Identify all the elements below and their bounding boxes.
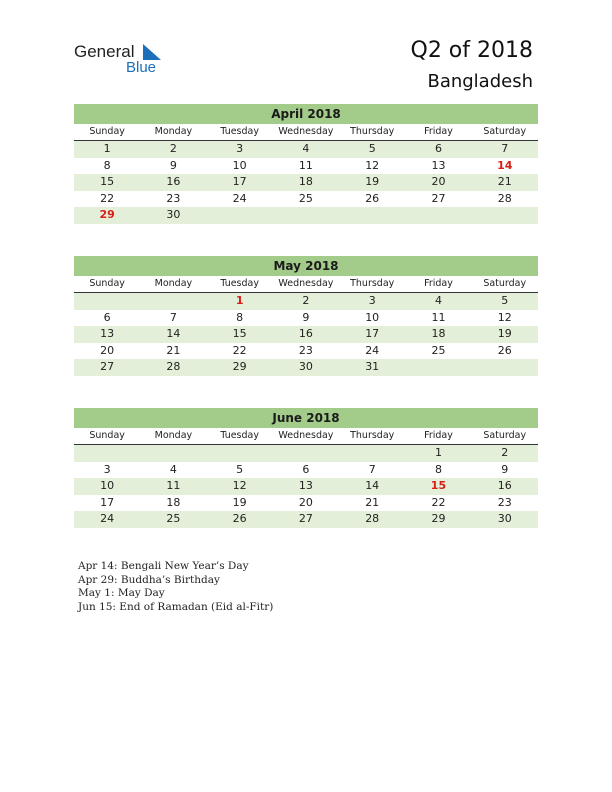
holiday-day-cell: 14 bbox=[497, 158, 513, 172]
week-row bbox=[74, 495, 538, 512]
day-cell: 3 bbox=[103, 462, 111, 476]
day-cell: 28 bbox=[166, 360, 181, 373]
day-cell: 9 bbox=[169, 158, 177, 172]
week-row bbox=[74, 462, 538, 479]
day-cell bbox=[405, 207, 471, 224]
day-cell: 3 bbox=[236, 142, 244, 155]
day-cell: 23 bbox=[497, 495, 512, 509]
week-row bbox=[74, 359, 538, 376]
weekday-label: Tuesday bbox=[220, 126, 259, 137]
day-cell bbox=[472, 359, 538, 376]
day-cell: 27 bbox=[100, 360, 115, 373]
day-cell: 24 bbox=[232, 191, 247, 205]
day-cell: 2 bbox=[302, 294, 310, 307]
day-cell bbox=[273, 207, 339, 224]
day-cell: 16 bbox=[497, 479, 512, 492]
day-cell: 4 bbox=[169, 462, 177, 476]
day-cell: 18 bbox=[431, 327, 446, 340]
day-cell: 2 bbox=[501, 446, 509, 459]
weekday-label: Sunday bbox=[89, 430, 125, 441]
day-cell: 12 bbox=[232, 479, 247, 492]
day-cell: 5 bbox=[236, 462, 244, 476]
holiday-note: Apr 29: Buddha’s Birthday bbox=[78, 573, 220, 586]
day-cell bbox=[207, 445, 273, 462]
weekday-label: Saturday bbox=[483, 126, 527, 137]
day-cell: 26 bbox=[497, 343, 512, 357]
weekday-label: Sunday bbox=[89, 126, 125, 137]
day-cell: 20 bbox=[431, 175, 446, 188]
week-row bbox=[74, 293, 538, 310]
day-cell: 21 bbox=[365, 495, 380, 509]
day-cell: 25 bbox=[166, 512, 181, 525]
weekday-label: Monday bbox=[154, 278, 193, 289]
week-row bbox=[74, 207, 538, 224]
day-cell: 7 bbox=[368, 462, 376, 476]
day-cell: 12 bbox=[497, 310, 512, 324]
day-cell: 11 bbox=[431, 310, 446, 324]
weekday-label: Thursday bbox=[350, 430, 395, 441]
week-row bbox=[74, 158, 538, 175]
day-cell: 22 bbox=[431, 495, 446, 509]
month-june bbox=[74, 408, 538, 528]
day-cell: 2 bbox=[169, 142, 177, 155]
day-cell: 23 bbox=[166, 191, 181, 205]
weekday-label: Sunday bbox=[89, 278, 125, 289]
weekday-label: Wednesday bbox=[278, 126, 334, 137]
day-cell: 17 bbox=[232, 175, 247, 188]
day-cell: 6 bbox=[302, 462, 310, 476]
week-row bbox=[74, 191, 538, 208]
day-cell: 7 bbox=[169, 310, 177, 324]
week-row bbox=[74, 478, 538, 495]
day-cell: 26 bbox=[365, 191, 380, 205]
holiday-note: May 1: May Day bbox=[78, 587, 165, 599]
week-row bbox=[74, 343, 538, 360]
logo-text-general: General bbox=[74, 42, 135, 61]
month-april bbox=[74, 104, 538, 224]
day-cell: 20 bbox=[100, 343, 115, 357]
general-blue-logo bbox=[74, 42, 184, 82]
day-cell: 20 bbox=[298, 495, 313, 509]
day-cell: 8 bbox=[103, 158, 111, 172]
week-row bbox=[74, 326, 538, 343]
day-cell: 30 bbox=[298, 360, 313, 373]
day-cell: 14 bbox=[166, 327, 181, 340]
day-cell: 30 bbox=[166, 208, 181, 221]
week-row bbox=[74, 445, 538, 462]
day-cell: 4 bbox=[434, 294, 442, 307]
holiday-notes bbox=[78, 560, 273, 614]
week-row bbox=[74, 141, 538, 158]
day-cell: 16 bbox=[166, 175, 181, 188]
day-cell: 13 bbox=[431, 158, 446, 172]
weekday-label: Friday bbox=[424, 430, 453, 441]
weekday-label: Friday bbox=[424, 278, 453, 289]
day-cell: 6 bbox=[434, 142, 442, 155]
day-cell: 25 bbox=[298, 191, 313, 205]
holiday-day-cell: 1 bbox=[235, 294, 244, 307]
day-cell: 9 bbox=[501, 462, 509, 476]
holiday-note: Jun 15: End of Ramadan (Eid al-Fitr) bbox=[78, 600, 274, 613]
weekday-label: Saturday bbox=[483, 278, 527, 289]
day-cell bbox=[339, 207, 405, 224]
weekday-label: Wednesday bbox=[278, 430, 334, 441]
day-cell: 27 bbox=[431, 191, 446, 205]
day-cell: 18 bbox=[298, 175, 313, 188]
weekday-label: Thursday bbox=[350, 278, 395, 289]
day-cell: 7 bbox=[501, 142, 509, 155]
day-cell: 3 bbox=[368, 294, 376, 307]
day-cell: 16 bbox=[298, 327, 313, 340]
day-cell: 22 bbox=[232, 343, 247, 357]
day-cell: 9 bbox=[302, 310, 310, 324]
month-title: June 2018 bbox=[74, 408, 538, 428]
day-cell: 17 bbox=[100, 495, 115, 509]
day-cell: 11 bbox=[166, 479, 181, 492]
weekday-label: Thursday bbox=[350, 126, 395, 137]
day-cell: 13 bbox=[100, 327, 115, 340]
day-cell: 14 bbox=[365, 479, 380, 492]
day-cell bbox=[405, 359, 471, 376]
day-cell bbox=[74, 445, 140, 462]
week-row bbox=[74, 511, 538, 528]
weekday-header-row bbox=[74, 124, 538, 141]
day-cell: 23 bbox=[298, 343, 313, 357]
day-cell: 13 bbox=[298, 479, 313, 492]
day-cell: 21 bbox=[166, 343, 181, 357]
month-may bbox=[74, 256, 538, 376]
day-cell: 10 bbox=[365, 310, 380, 324]
logo-text-blue: Blue bbox=[126, 59, 157, 76]
day-cell bbox=[140, 445, 206, 462]
day-cell: 4 bbox=[302, 142, 310, 155]
day-cell: 10 bbox=[100, 479, 115, 492]
day-cell: 17 bbox=[365, 327, 380, 340]
day-cell: 18 bbox=[166, 495, 181, 509]
day-cell: 28 bbox=[365, 512, 380, 525]
weekday-header-row bbox=[74, 428, 538, 445]
day-cell: 28 bbox=[497, 191, 512, 205]
day-cell: 5 bbox=[501, 294, 509, 307]
day-cell bbox=[140, 293, 206, 310]
week-row bbox=[74, 310, 538, 327]
day-cell: 30 bbox=[497, 512, 512, 525]
day-cell: 29 bbox=[431, 512, 446, 525]
month-title: May 2018 bbox=[74, 256, 538, 276]
weekday-label: Tuesday bbox=[220, 278, 259, 289]
weekday-label: Saturday bbox=[483, 430, 527, 441]
holiday-day-cell: 29 bbox=[99, 208, 115, 221]
day-cell: 25 bbox=[431, 343, 446, 357]
weekday-label: Monday bbox=[154, 126, 193, 137]
day-cell: 22 bbox=[100, 191, 115, 205]
day-cell: 5 bbox=[368, 142, 376, 155]
holiday-note: Apr 14: Bengali New Year’s Day bbox=[78, 560, 249, 572]
day-cell bbox=[339, 445, 405, 462]
day-cell: 19 bbox=[497, 327, 512, 340]
day-cell: 1 bbox=[103, 142, 111, 155]
day-cell: 8 bbox=[434, 462, 442, 476]
weekday-label: Monday bbox=[154, 430, 193, 441]
day-cell: 15 bbox=[100, 175, 115, 188]
day-cell bbox=[472, 207, 538, 224]
day-cell: 26 bbox=[232, 512, 247, 525]
day-cell: 27 bbox=[298, 512, 313, 525]
day-cell: 19 bbox=[232, 495, 247, 509]
weekday-label: Friday bbox=[424, 126, 453, 137]
page-title: Q2 of 2018 bbox=[410, 38, 533, 63]
day-cell: 1 bbox=[434, 446, 442, 459]
day-cell: 21 bbox=[497, 175, 512, 188]
day-cell bbox=[273, 445, 339, 462]
day-cell: 15 bbox=[232, 327, 247, 340]
day-cell: 12 bbox=[365, 158, 380, 172]
month-title: April 2018 bbox=[74, 104, 538, 124]
day-cell: 24 bbox=[100, 512, 115, 525]
week-row bbox=[74, 174, 538, 191]
day-cell: 8 bbox=[236, 310, 244, 324]
holiday-day-cell: 15 bbox=[430, 479, 447, 492]
day-cell: 29 bbox=[232, 360, 247, 373]
day-cell: 31 bbox=[365, 360, 380, 373]
weekday-header-row bbox=[74, 276, 538, 293]
day-cell bbox=[207, 207, 273, 224]
day-cell bbox=[74, 293, 140, 310]
day-cell: 6 bbox=[103, 310, 111, 324]
day-cell: 11 bbox=[298, 158, 313, 172]
day-cell: 10 bbox=[232, 158, 247, 172]
weekday-label: Wednesday bbox=[278, 278, 334, 289]
day-cell: 24 bbox=[365, 343, 380, 357]
weekday-label: Tuesday bbox=[220, 430, 259, 441]
country-name: Bangladesh bbox=[427, 71, 533, 92]
day-cell: 19 bbox=[365, 175, 380, 188]
